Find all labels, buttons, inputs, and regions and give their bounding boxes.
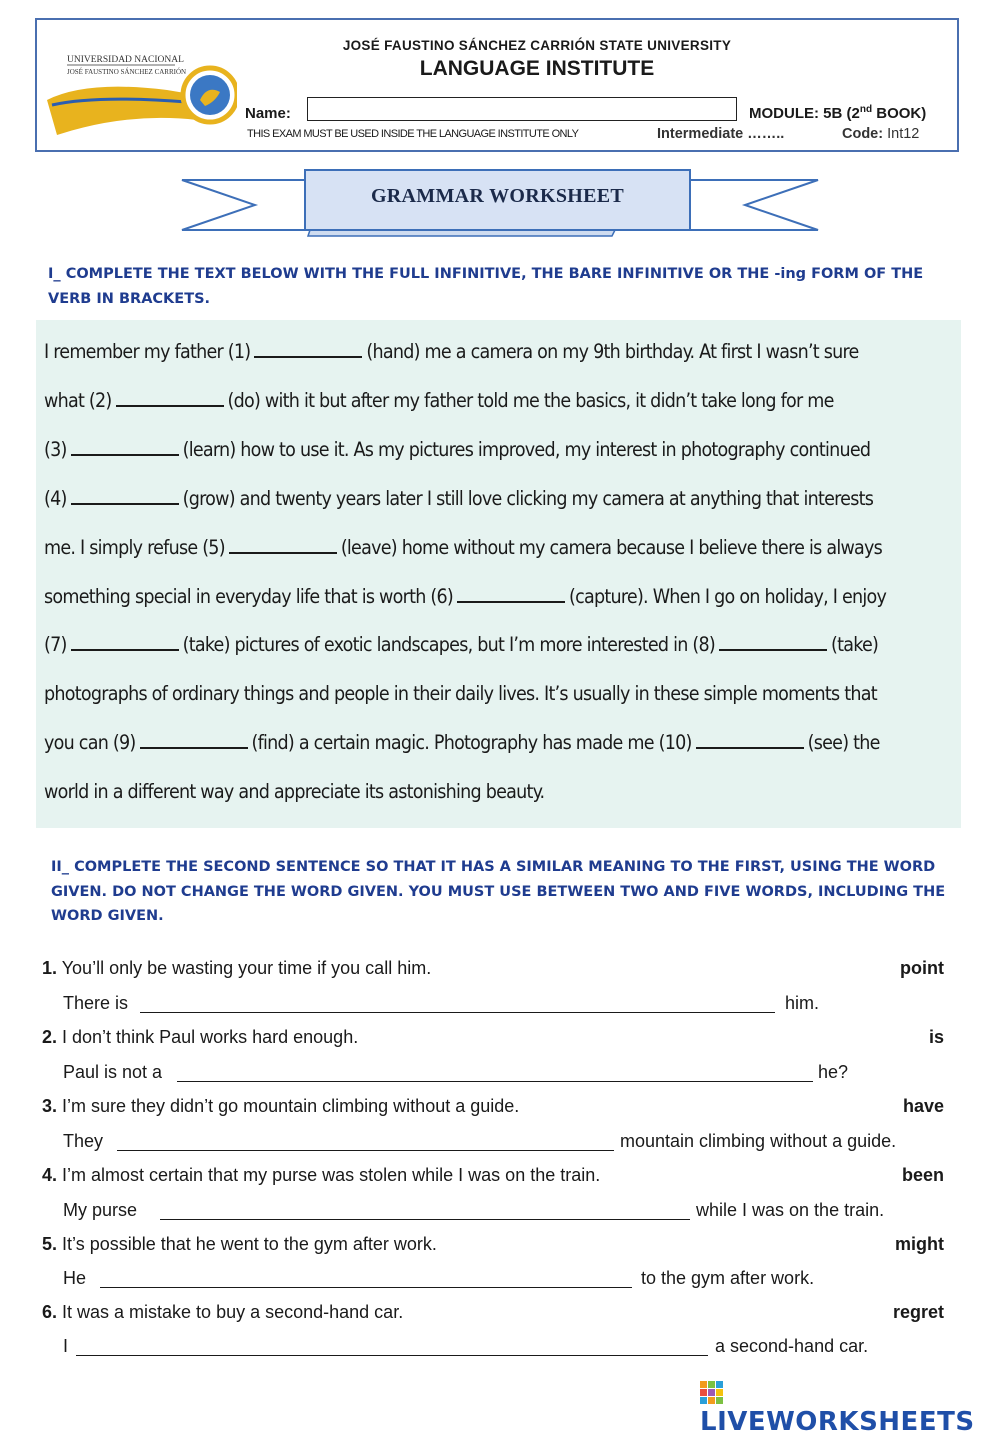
code-label bbox=[842, 126, 919, 142]
name-field[interactable] bbox=[307, 97, 737, 121]
section2-instruction: II_ COMPLETE THE SECOND SENTENCE SO THAT IT HAS A SIMILAR MEANING TO THE FIRST, USING THE WORD GIVEN. DO NOT CHANGE THE WORD GIVEN. YOU MUST USE BETWEEN TWO AND FIVE WORDS, INCLUDING THE WORD GIVEN. bbox=[51, 859, 946, 924]
code-key: Code: bbox=[842, 126, 884, 142]
line-part: (grow) and twenty years later I still love clicking my camera at anything that interests bbox=[182, 487, 874, 510]
text-line bbox=[44, 536, 882, 559]
answer-end-4: while I was on the train. bbox=[696, 1200, 885, 1220]
answer-end-6: a second-hand car. bbox=[715, 1336, 869, 1356]
exam-note: THIS EXAM MUST BE USED INSIDE THE LANGUAGE INSTITUTE ONLY bbox=[247, 128, 579, 140]
line-part: (7) bbox=[44, 633, 67, 656]
liveworksheets-icon bbox=[700, 1381, 724, 1405]
gap-9-blank[interactable] bbox=[140, 731, 248, 749]
question-2 bbox=[42, 1027, 358, 1048]
text-line bbox=[44, 487, 873, 510]
section1-instruction: I_ COMPLETE THE TEXT BELOW WITH THE FULL INFINITIVE, THE BARE INFINITIVE OR THE -ing FORM OF THE VERB IN BRACKETS. bbox=[48, 266, 924, 307]
logo-text-1: UNIVERSIDAD NACIONAL bbox=[67, 55, 184, 65]
answer-line-2[interactable] bbox=[177, 1081, 813, 1082]
name-label: Name: bbox=[245, 105, 291, 122]
answer-start-2: Paul is not a bbox=[63, 1062, 163, 1082]
answer-end-3: mountain climbing without a guide. bbox=[620, 1131, 897, 1151]
keyword-1: point bbox=[900, 958, 944, 978]
text-line bbox=[44, 780, 544, 803]
answer-start-5: He bbox=[63, 1268, 87, 1288]
keyword-3: have bbox=[902, 1096, 944, 1116]
question-number: 3. bbox=[42, 1096, 58, 1116]
line-part: (see) the bbox=[807, 731, 880, 754]
answer-line-4[interactable] bbox=[160, 1219, 690, 1220]
line-part: (learn) how to use it. As my pictures improved, my interest in photography continued bbox=[182, 438, 871, 461]
text-line bbox=[44, 340, 859, 363]
gap-5-blank[interactable] bbox=[229, 536, 337, 554]
line-part: (hand) me a camera on my 9th birthday. At first I wasn’t sure bbox=[366, 340, 859, 363]
module-suffix: BOOK) bbox=[872, 105, 927, 122]
text-line bbox=[44, 682, 877, 705]
gap-10-blank[interactable] bbox=[696, 731, 804, 749]
line-part: (do) with it but after my father told me the basics, it didn’t take long for me bbox=[227, 389, 834, 412]
line-part: (4) bbox=[44, 487, 67, 510]
question-number: 4. bbox=[42, 1165, 58, 1185]
line-part: me. I simply refuse (5) bbox=[44, 536, 225, 559]
question-sentence: I don’t think Paul works hard enough. bbox=[57, 1027, 359, 1047]
gap-8-blank[interactable] bbox=[719, 633, 827, 651]
question-sentence: You’ll only be wasting your time if you call him. bbox=[57, 958, 432, 978]
question-sentence: I’m almost certain that my purse was stolen while I was on the train. bbox=[57, 1165, 601, 1185]
question-sentence: It’s possible that he went to the gym after work. bbox=[57, 1234, 437, 1254]
text-line bbox=[44, 389, 834, 412]
module-label bbox=[749, 104, 926, 122]
question-number: 2. bbox=[42, 1027, 58, 1047]
text-line bbox=[44, 731, 880, 754]
code-value: Int12 bbox=[883, 126, 920, 142]
answer-start-1: There is bbox=[63, 993, 129, 1013]
gap-3-blank[interactable] bbox=[71, 438, 179, 456]
line-part: I remember my father (1) bbox=[44, 340, 251, 363]
university-name: JOSÉ FAUSTINO SÁNCHEZ CARRIÓN STATE UNIVERSITY bbox=[342, 38, 732, 53]
line-part: (capture). When I go on holiday, I enjoy bbox=[569, 585, 887, 608]
question-number: 5. bbox=[42, 1234, 58, 1254]
line-part: (3) bbox=[44, 438, 67, 461]
gap-7-blank[interactable] bbox=[71, 633, 179, 651]
line-part: world in a different way and appreciate its astonishing beauty. bbox=[44, 780, 545, 803]
keyword-6: regret bbox=[892, 1302, 944, 1322]
answer-line-1[interactable] bbox=[140, 1012, 775, 1013]
line-part: what (2) bbox=[44, 389, 112, 412]
keyword-5: might bbox=[895, 1234, 944, 1254]
keyword-4: been bbox=[901, 1165, 944, 1185]
question-5 bbox=[42, 1234, 437, 1255]
institute-name: LANGUAGE INSTITUTE bbox=[419, 57, 655, 80]
line-part: (find) a certain magic. Photography has made me (10) bbox=[251, 731, 692, 754]
gap-4-blank[interactable] bbox=[71, 487, 179, 505]
question-6 bbox=[42, 1302, 403, 1323]
answer-end-5: to the gym after work. bbox=[641, 1268, 815, 1288]
level-label: Intermediate …….. bbox=[657, 126, 785, 142]
question-1 bbox=[42, 958, 431, 979]
question-4 bbox=[42, 1165, 600, 1186]
line-part: (leave) home without my camera because I believe there is always bbox=[340, 536, 883, 559]
keyword-2: is bbox=[928, 1027, 944, 1047]
answer-line-6[interactable] bbox=[76, 1355, 708, 1356]
module-prefix: MODULE: 5B (2 bbox=[749, 105, 860, 122]
liveworksheets-logo[interactable] bbox=[700, 1377, 1000, 1437]
answer-start-3: They bbox=[63, 1131, 104, 1151]
exam-header bbox=[35, 18, 959, 152]
answer-line-5[interactable] bbox=[100, 1287, 632, 1288]
text-line bbox=[44, 633, 878, 656]
line-part: (take) pictures of exotic landscapes, but I’m more interested in (8) bbox=[182, 633, 716, 656]
question-sentence: I’m sure they didn’t go mountain climbing without a guide. bbox=[57, 1096, 520, 1116]
answer-end-1: him. bbox=[785, 993, 820, 1013]
line-part: something special in everyday life that is worth (6) bbox=[44, 585, 453, 608]
answer-end-2: he? bbox=[818, 1062, 849, 1082]
line-part: you can (9) bbox=[44, 731, 136, 754]
line-part: photographs of ordinary things and people in their daily lives. It’s usually in these simple moments that bbox=[44, 682, 877, 705]
question-sentence: It was a mistake to buy a second-hand car. bbox=[57, 1302, 404, 1322]
gap-6-blank[interactable] bbox=[457, 585, 565, 603]
question-number: 1. bbox=[42, 958, 58, 978]
module-sup: nd bbox=[859, 104, 873, 115]
answer-start-4: My purse bbox=[63, 1200, 138, 1220]
question-3 bbox=[42, 1096, 519, 1117]
text-line bbox=[44, 585, 886, 608]
logo-text-2: JOSÉ FAUSTINO SÁNCHEZ CARRIÓN bbox=[67, 68, 187, 76]
question-number: 6. bbox=[42, 1302, 58, 1322]
gap-2-blank[interactable] bbox=[116, 389, 224, 407]
text-line bbox=[44, 438, 870, 461]
brand-text: LIVEWORKSHEETS bbox=[700, 1407, 975, 1437]
answer-line-3[interactable] bbox=[117, 1150, 614, 1151]
line-part: (take) bbox=[831, 633, 879, 656]
answer-start-6: I bbox=[63, 1336, 69, 1356]
worksheet-title: GRAMMAR WORKSHEET bbox=[370, 185, 625, 207]
gap-1-blank[interactable] bbox=[254, 340, 362, 358]
